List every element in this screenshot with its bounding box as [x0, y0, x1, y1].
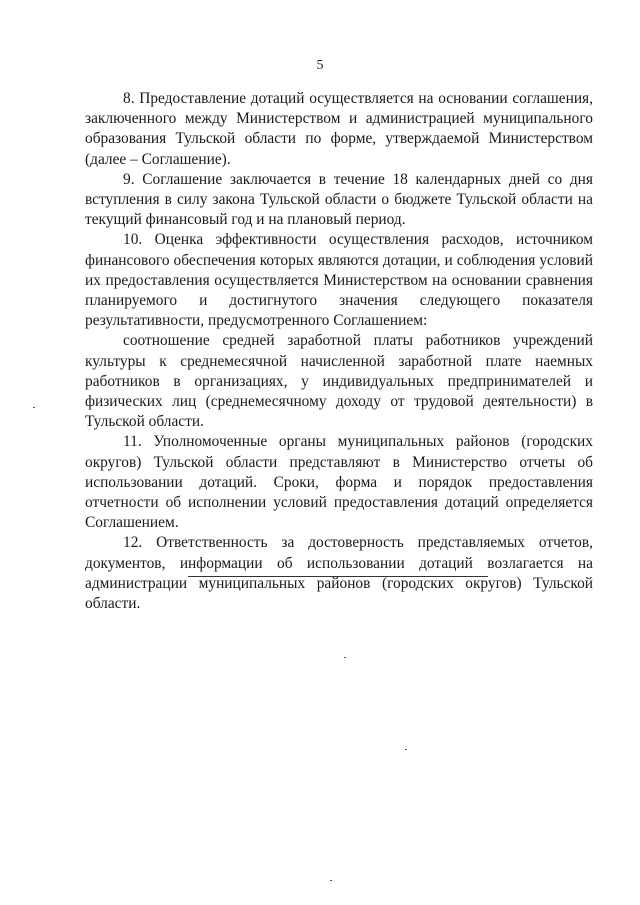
scan-speck	[33, 407, 35, 408]
paragraph-12: 12. Ответственность за достоверность представляемых отчетов, документов, информации об использовании дотаций возлагается на администрации муниципальных районов (городских округов) Тульской области.	[85, 534, 593, 613]
paragraph-9: 9. Соглашение заключается в течение 18 календарных дней со дня вступления в силу закона Тульской области о бюджете Тульской области на текущий финансовый год и на плановый период.	[85, 170, 593, 229]
scan-speck	[330, 880, 332, 881]
scan-speck	[344, 657, 346, 658]
document-body	[85, 89, 593, 614]
scan-speck	[405, 749, 407, 750]
paragraph-10: 10. Оценка эффективности осуществления расходов, источником финансового обеспечения которых являются дотации, и соблюдения условий их предоставления осуществляется Министерством на основании сравнения планируемого и достигнутого значения следующего показателя результативности, предусмотренного Соглашением:	[85, 231, 593, 330]
end-divider-line	[188, 576, 488, 577]
page-number: 5	[316, 58, 324, 73]
paragraph-8: 8. Предоставление дотаций осуществляется на основании соглашения, заключенного между Министерством и администрацией муниципального образования Тульской области по форме, утверждаемой Министерством (далее – Соглашение).	[85, 90, 593, 168]
paragraph-11: 11. Уполномоченные органы муниципальных районов (городских округов) Тульской области представляют в Министерство отчеты об использовании дотаций. Сроки, форма и порядок предоставления отчетности об исполнении условий предоставления дотаций определяется Соглашением.	[85, 433, 593, 532]
paragraph-indicator: соотношение средней заработной платы работников учреждений культуры к среднемесячной начисленной заработной плате наемных работников в организациях, у индивидуальных предпринимателей и физических лиц (среднемесячному доходу от трудовой деятельности) в Тульской области.	[85, 332, 593, 431]
